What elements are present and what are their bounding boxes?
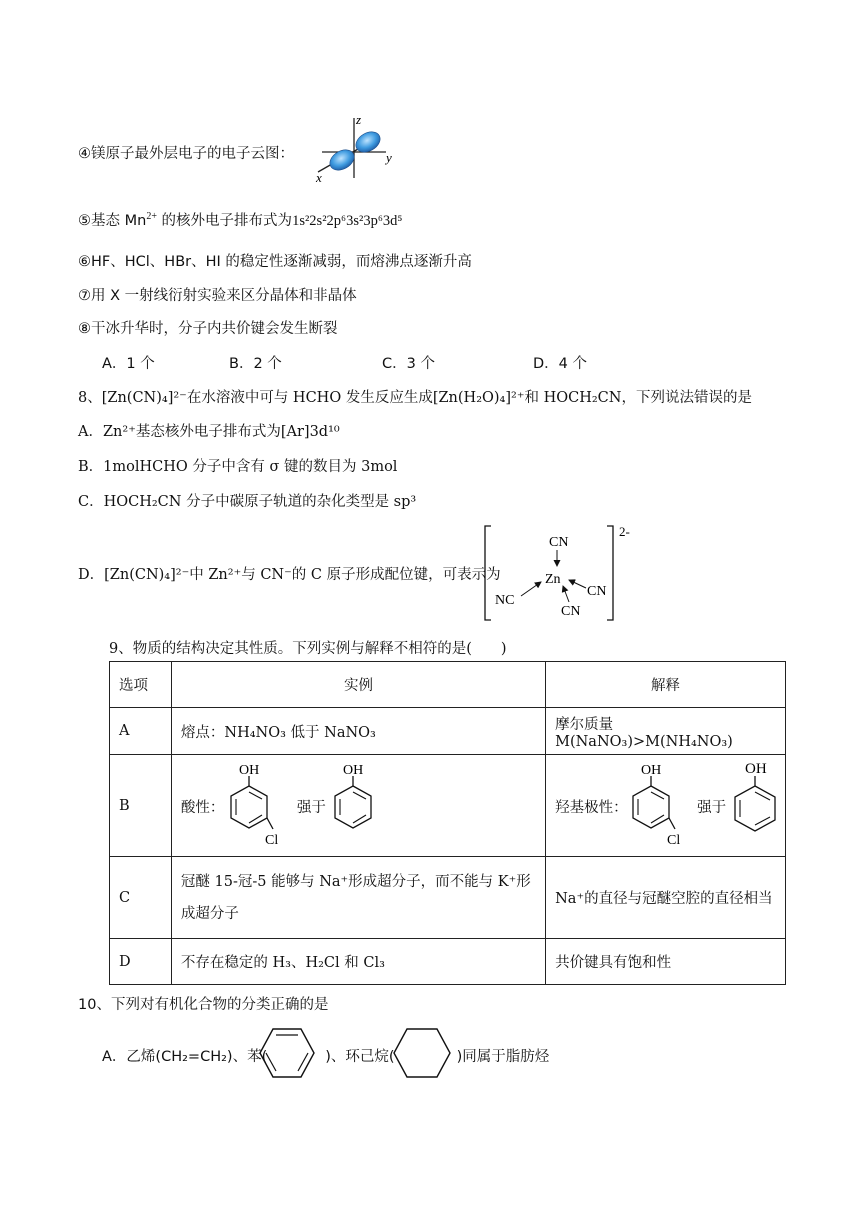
option-b: B．2 个 [229,356,282,372]
svg-text:OH: OH [641,762,662,778]
axis-z-label: z [356,112,362,127]
right-bracket [607,526,613,620]
q8-option-c: C．HOCH₂CN 分子中碳原子轨道的杂化类型是 sp³ [78,494,417,510]
left-bracket [485,526,491,620]
header-option: 选项 [110,662,172,708]
q9-stem: 9、物质的结构决定其性质。下列实例与解释不相符的是( ) [109,641,507,657]
row-d-explain: 共价键具有饱和性 [546,939,786,985]
electron-cloud-diagram [310,110,400,185]
row-b-example: 酸性： OH Cl 强于 OH [171,755,545,857]
option-a: A．1 个 [102,356,155,372]
row-a-explain: 摩尔质量 M(NaNO₃)>M(NH₄NO₃) [546,708,786,755]
option-d: D．4 个 [533,356,587,372]
table-header-row [110,662,786,708]
cyclohexane-structure [392,1026,452,1080]
svg-text:OH: OH [238,762,260,778]
table-row [110,857,786,939]
phenol-structure [331,762,377,842]
zinc-center: Zn [545,572,561,587]
ligand-right: CN [587,584,607,599]
ligand-top: CN [549,535,569,550]
row-c-option: C [110,857,172,939]
q10-stem: 10、下列对有机化合物的分类正确的是 [78,997,329,1013]
phenol-structure-2 [731,760,781,844]
q8-option-a: A．Zn²⁺基态核外电子排布式为[Ar]3d¹⁰ [78,424,340,440]
statement-4: ④镁原子最外层电子的电子云图： [78,146,294,162]
q8-option-b: B．1molHCHO 分子中含有 σ 键的数目为 3mol [78,459,398,475]
row-a-example: 熔点：NH₄NO₃ 低于 NaNO₃ [171,708,545,755]
statement-7: ⑦用 X 一射线衍射实验来区分晶体和非晶体 [78,288,357,304]
row-b-explain: 羟基极性： OH Cl 强于 OH [546,755,786,857]
statement-5: ⑤基态 $Mn^{2+}$ 的核外电子排布式为1s²2s²2p⁶3s²3p⁶3d⁵ [78,211,403,229]
row-b-option: B [110,755,172,857]
q9-table [109,661,786,985]
ligand-bottom: CN [561,604,581,619]
row-c-explain: Na⁺的直径与冠醚空腔的直径相当 [546,857,786,939]
statement-8: ⑧干冰升华时，分子内共价键会发生断裂 [78,321,338,337]
benzene-structure [258,1026,316,1080]
svg-text:OH: OH [342,762,364,778]
row-d-option: D [110,939,172,985]
q8-stem: 8、[Zn(CN)₄]²⁻在水溶液中可与 HCHO 发生反应生成[Zn(H₂O)₄]²⁺和 HOCH₂CN，下列说法错误的是 [78,390,752,406]
axis-x-label: x [316,170,322,185]
svg-text:Cl: Cl [667,832,681,848]
svg-text:OH: OH [745,760,767,777]
m-chlorophenol-structure-2 [629,762,681,850]
table-row [110,708,786,755]
table-row [110,939,786,985]
m-chlorophenol-structure [227,762,279,850]
zn-cn-complex-structure [483,522,643,624]
row-d-example: 不存在稳定的 H₃、H₂Cl 和 Cl₃ [171,939,545,985]
q8-option-d: D．[Zn(CN)₄]²⁻中 Zn²⁺与 CN⁻的 C 原子形成配位键，可表示为 [78,567,501,583]
row-a-option: A [110,708,172,755]
complex-charge: 2- [619,524,630,539]
header-example: 实例 [171,662,545,708]
q10-option-a: A．乙烯(CH₂=CH₂)、苯( )、环己烷( )同属于脂肪烃 [102,1049,550,1065]
header-explain: 解释 [546,662,786,708]
axis-y-label: y [386,150,392,165]
row-c-example: 冠醚 15-冠-5 能够与 Na⁺形成超分子，而不能与 K⁺形 成超分子 [171,857,545,939]
option-c: C．3 个 [382,356,435,372]
table-row [110,755,786,857]
svg-text:Cl: Cl [264,832,279,848]
ligand-left: NC [495,593,515,608]
statement-6: ⑥HF、HCl、HBr、HI 的稳定性逐渐减弱，而熔沸点逐渐升高 [78,254,472,270]
